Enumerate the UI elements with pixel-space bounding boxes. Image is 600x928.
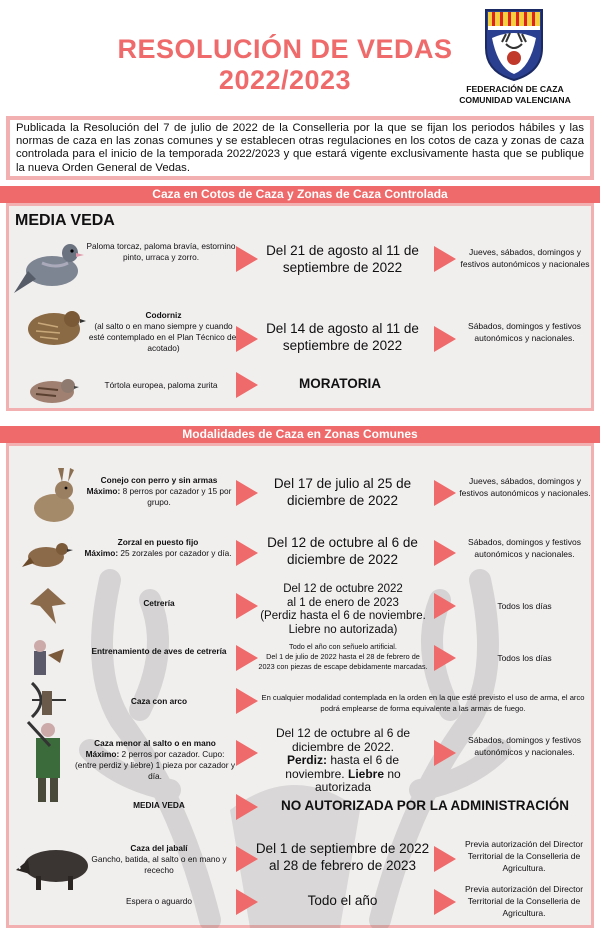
falcon-icon [28,584,68,626]
arrow-icon [434,593,456,619]
title-line-1: RESOLUCIÓN DE VEDAS [117,34,453,64]
page-title [70,34,500,96]
season-dates: Del 12 de octubre 2022 al 1 de enero de 2023 (Perdiz hasta el 6 de noviembre. Liebre no autorizada) [260,583,426,636]
modality-text: Zorzal en puesto fijo Máximo: 25 zorzales por cazador y día. [84,537,232,558]
allowed-days: Sábados, domingos y festivos autonómicos y nacionales. [468,321,581,343]
modality-name: Caza del jabalí [130,843,188,853]
modality-name: Conejo con perro y sin armas [100,475,218,485]
arrow-icon [236,246,258,272]
modality-name: MEDIA VEDA [133,800,185,810]
quail-icon [18,303,88,351]
allowed-days: Todos los días [497,601,552,611]
allowed-days: Previa autorización del Director Territorial de la Conselleria de Agricultura. [464,884,584,918]
title-line-2: 2022/2023 [218,65,352,95]
modality-text: Caza menor al salto o en mano Máximo: 2 perros por cazador. Cupo: (entre perdiz y liebre) 1 pieza por cazador y día. [74,738,236,781]
species-text: Codorniz (al salto o en mano siempre y cuando esté contemplado en el Plan Técnico del acotado) [88,310,239,353]
training-note: Todo el año con señuelo artificial. Del 1 de julio de 2022 hasta el 28 de febrero de 2023 con piezas de escape debidamente marcadas. [258,642,428,671]
arrow-icon [434,540,456,566]
not-authorized-label: NO AUTORIZADA POR LA ADMINISTRACIÓN [281,798,569,813]
modality-text: Conejo con perro y sin armas Máximo: 8 perros por cazador y 15 por grupo. [86,475,232,507]
season-dates: Del 12 de octubre al 6 de diciembre de 2022 [267,535,418,567]
arrow-icon [434,326,456,352]
modality-name: Caza con arco [130,696,188,706]
falconer-icon [28,637,68,677]
modality-name: Zorzal en puesto fijo [117,537,199,547]
season-dates: Del 12 de octubre al 6 de diciembre de 2022. Perdiz: hasta el 6 de noviembre. Liebre no autorizada [275,726,411,794]
arrow-icon [236,645,258,671]
hunter-icon [24,720,74,804]
media-veda-title: MEDIA VEDA [15,212,115,229]
allowed-days: Todos los días [497,653,552,663]
season-dates: Del 1 de septiembre de 2022 al 28 de febrero de 2023 [255,841,430,873]
moratoria-label: MORATORIA [299,376,381,391]
section1-band: Caza en Cotos de Caza y Zonas de Caza Controlada [0,186,600,203]
arrow-icon [236,688,258,714]
rabbit-icon [28,466,80,524]
arrow-icon [434,480,456,506]
arrow-icon [236,540,258,566]
modality-name: Cetrería [143,598,175,608]
species-text: Tórtola europea, paloma zurita [104,380,218,390]
allowed-days: Jueves, sábados, domingos y festivos autonómicos y nacionales [460,247,590,269]
arrow-icon [236,846,258,872]
arrow-icon [434,645,456,671]
arrow-icon [236,794,258,820]
bow-note: En cualquier modalidad contemplada en la orden en la que esté previsto el uso de arma, el arco podrá emplearse de forma equivalente a las armas de fuego. [261,693,585,713]
modality-name: Espera o aguardo [126,896,192,906]
arrow-icon [434,846,456,872]
archer-icon [24,681,68,719]
allowed-days: Sábados, domingos y festivos autonómicos y nacionales. [468,537,581,559]
season-dates: Del 17 de julio al 25 de diciembre de 2022 [273,476,412,508]
intro-text: Publicada la Resolución del 7 de julio de 2022 de la Conselleria por la que se fijan los periodos hábiles y las normas de caza en las zonas comunes y se establecen otras regulaciones en los cotos de caza y zonas de caza controlada para el inicio de la temporada 2022/2023 y que estará vigente exclusivamente hasta que se publique la nueva Orden General de Vedas. [6,116,594,180]
arrow-icon [434,740,456,766]
season-dates: Del 21 de agosto al 11 de septiembre de 2022 [266,243,419,275]
arrow-icon [236,740,258,766]
arrow-icon [236,593,258,619]
allowed-days: Jueves, sábados, domingos y festivos autonómicos y nacionales. [459,476,591,498]
thrush-icon [22,537,74,573]
turtle-dove-icon [22,374,80,406]
modality-name: Entrenamiento de aves de cetrería [91,646,227,656]
federation-shield-logo [484,8,544,82]
modality-text: Caza del jabalí Gancho, batida, al salto o en mano y rececho [91,843,227,875]
modality-name: Caza menor al salto o en mano [94,738,216,748]
allowed-days: Sábados, domingos y festivos autonómicos y nacionales. [468,735,581,757]
section2-band: Modalidades de Caza en Zonas Comunes [0,426,600,443]
arrow-icon [434,889,456,915]
arrow-icon [236,326,258,352]
arrow-icon [236,372,258,398]
season-dates: Todo el año [307,893,378,908]
allowed-days: Previa autorización del Director Territorial de la Conselleria de Agricultura. [464,839,584,873]
pigeon-icon [12,233,86,297]
organization-name: FEDERACIÓN DE CAZA COMUNIDAD VALENCIANA [459,84,571,105]
species-text: Paloma torcaz, paloma bravía, estornino pinto, urraca y zorro. [86,241,236,262]
season-dates: Del 14 de agosto al 11 de septiembre de 2022 [266,321,419,353]
arrow-icon [236,480,258,506]
arrow-icon [434,246,456,272]
